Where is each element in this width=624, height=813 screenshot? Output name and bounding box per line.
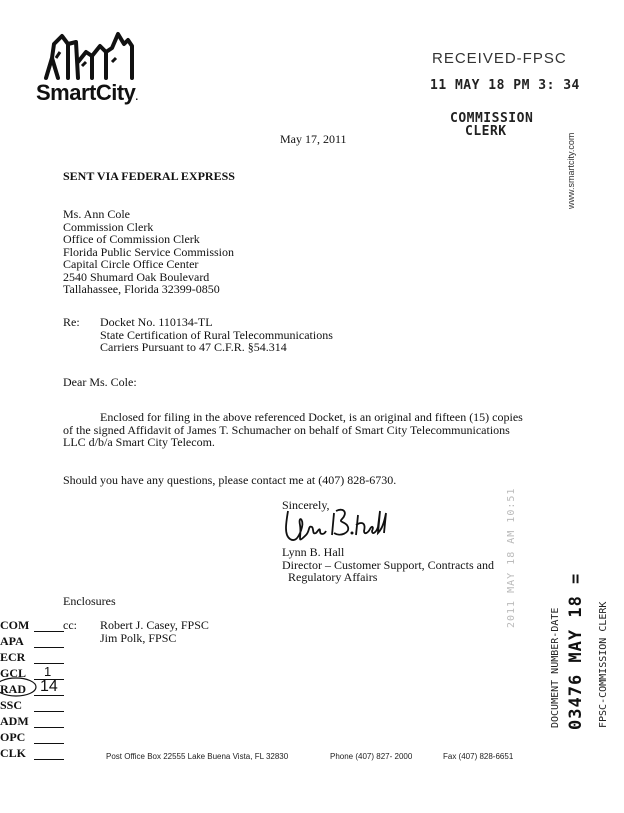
routing-code: SSC xyxy=(0,698,23,712)
routing-line xyxy=(34,647,64,648)
body-line: LLC d/b/a Smart City Telecom. xyxy=(63,435,215,449)
stamp-received: RECEIVED-FPSC xyxy=(432,50,567,67)
recipient-line: Florida Public Service Commission xyxy=(63,244,234,259)
faint-stamp: 2011 MAY 18 AM 10:51 xyxy=(506,487,517,628)
routing-mark: 1 xyxy=(44,664,52,679)
signature xyxy=(282,505,402,549)
routing-code: COM xyxy=(0,618,30,632)
recipient-line: Commission Clerk xyxy=(63,219,154,234)
routing-code: RAD xyxy=(0,682,26,696)
re-line: Docket No. 110134-TL xyxy=(100,315,213,329)
circle-mark-icon xyxy=(0,676,38,698)
handwritten-signature-icon xyxy=(282,505,400,549)
logo-text: SmartCity xyxy=(36,80,136,105)
body-line: Enclosed for filing in the above referenced Docket, is an original and fifteen (15) copies xyxy=(100,410,523,424)
logo-reg: . xyxy=(135,92,138,103)
recipient-line: Tallahassee, Florida 32399-0850 xyxy=(63,282,220,296)
docnum-number: 03476 MAY 18 = xyxy=(566,572,586,730)
recipient-address xyxy=(63,208,234,296)
routing-code: OPC xyxy=(0,730,26,744)
routing-mark: 14 xyxy=(40,678,58,695)
cc-name: Jim Polk, FPSC xyxy=(100,630,177,645)
body-paragraph-2: Should you have any questions, please contact me at (407) 828-6730. xyxy=(63,473,397,487)
re-subject xyxy=(100,316,333,354)
recipient-line: Capital Circle Office Center xyxy=(63,257,199,271)
letter-date: May 17, 2011 xyxy=(280,132,347,146)
re-label: Re: xyxy=(63,315,80,329)
footer-phone: Phone (407) 827- 2000 xyxy=(330,752,413,761)
routing-code: ECR xyxy=(0,650,26,664)
routing-line xyxy=(34,711,64,712)
signer-title: Regulatory Affairs xyxy=(288,570,378,584)
routing-line xyxy=(34,743,64,744)
docnum-label: DOCUMENT NUMBER-DATE xyxy=(550,607,561,728)
routing-line xyxy=(34,631,64,632)
routing-line xyxy=(34,727,64,728)
routing-line xyxy=(34,759,64,760)
website-url: www.smartcity.com xyxy=(566,132,576,209)
routing-code: GCL xyxy=(0,666,27,680)
footer-address: Post Office Box 22555 Lake Buena Vista, FL 32830 xyxy=(106,752,289,761)
stamp-datetime: 11 MAY 18 PM 3: 34 xyxy=(430,78,580,93)
stamp-commission: COMMISSION xyxy=(450,111,534,126)
stamp-clerk: CLERK xyxy=(465,124,507,139)
routing-list xyxy=(0,612,80,762)
routing-code: APA xyxy=(0,634,24,648)
enclosures: Enclosures xyxy=(63,594,116,608)
smartcity-logo xyxy=(36,22,146,112)
body-line: of the signed Affidavit of James T. Schumacher on behalf of Smart City Telecommunications xyxy=(63,422,510,437)
docnum-clerk: FPSC-COMMISSION CLERK xyxy=(598,601,609,728)
skyline-logo-icon xyxy=(42,22,142,84)
recipient-line: Ms. Ann Cole xyxy=(63,207,131,221)
recipient-line: 2540 Shumard Oak Boulevard xyxy=(63,269,210,284)
cc-name: Robert J. Casey, FPSC xyxy=(100,618,209,632)
re-line: State Certification of Rural Telecommunications xyxy=(100,327,333,342)
routing-code: ADM xyxy=(0,714,29,728)
salutation: Dear Ms. Cole: xyxy=(63,375,137,389)
cc-label: cc: xyxy=(63,618,77,632)
delivery-method: SENT VIA FEDERAL EXPRESS xyxy=(63,169,235,183)
signer-title: Director – Customer Support, Contracts and xyxy=(282,557,494,572)
signer-name: Lynn B. Hall xyxy=(282,545,345,559)
recipient-line: Office of Commission Clerk xyxy=(63,232,200,246)
routing-code: CLK xyxy=(0,746,27,760)
body-paragraph-1 xyxy=(63,411,523,449)
re-line: Carriers Pursuant to 47 C.F.R. §54.314 xyxy=(100,340,287,354)
signer-block xyxy=(282,546,494,584)
closing: Sincerely, xyxy=(282,498,330,512)
footer-fax: Fax (407) 828-6651 xyxy=(443,752,514,761)
cc-list xyxy=(100,619,209,644)
